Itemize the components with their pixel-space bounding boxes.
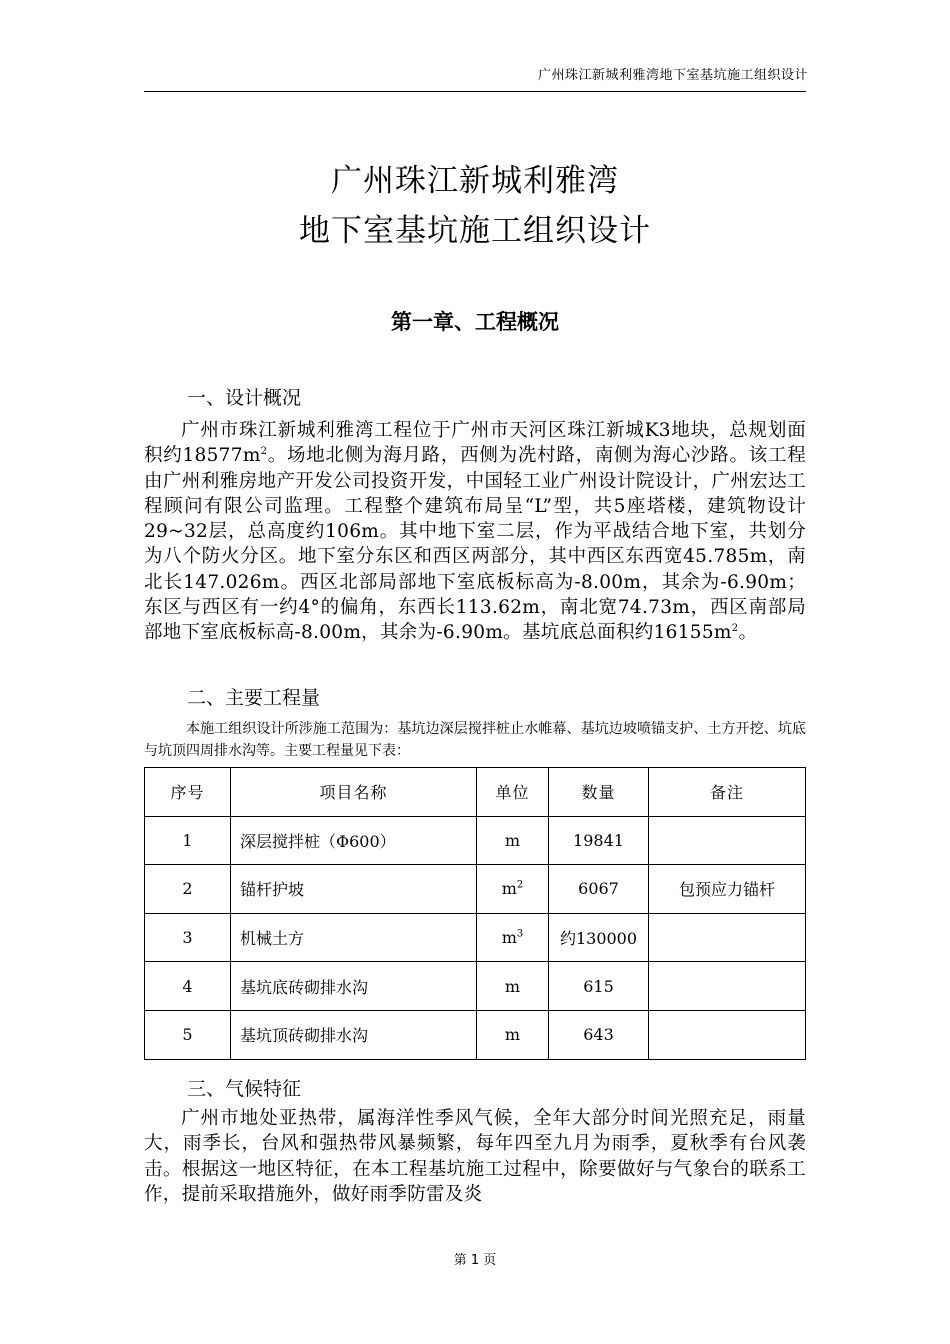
header-cell-unit: 单位 <box>477 768 549 817</box>
section-heading-climate: 三、气候特征 <box>187 1078 302 1100</box>
cell-qty: 19841 <box>549 816 649 865</box>
paragraph-climate: 广州市地处亚热带，属海洋性季风气候，全年大部分时间光照充足，雨量大，雨季长，台风和强热带风暴频繁，每年四至九月为雨季，夏秋季有台风袭击。根据这一地区特征，在本工程基坑施工过程中，除要做好与气象台的联系工作，提前采取措施外，做好雨季防雷及炎 <box>144 1108 806 1205</box>
table-row <box>145 816 806 865</box>
cell-qty: 643 <box>549 1010 649 1059</box>
quantities-intro: 本施工组织设计所涉施工范围为：基坑边深层搅拌桩止水帷幕、基坑边坡喷锚支护、土方开挖、坑底与坑顶四周排水沟等。主要工程量见下表： <box>144 721 806 759</box>
cell-qty: 约130000 <box>549 913 649 962</box>
cell-note <box>649 962 806 1011</box>
cell-note <box>649 913 806 962</box>
page-number: 第 1 页 <box>453 1253 497 1268</box>
section-heading-quantities: 二、主要工程量 <box>187 687 321 709</box>
cell-unit: $m^3$ <box>477 913 549 962</box>
cell-name: 基坑底砖砌排水沟 <box>231 962 477 1011</box>
cell-name: 锚杆护坡 <box>231 865 477 914</box>
cell-unit: m <box>477 816 549 865</box>
cell-no: 2 <box>145 865 231 914</box>
quantities-table <box>144 767 806 1060</box>
cell-qty: 615 <box>549 962 649 1011</box>
cell-name: 基坑顶砖砌排水沟 <box>231 1010 477 1059</box>
doc-title-line2: 地下室基坑施工组织设计 <box>299 213 651 249</box>
cell-no: 1 <box>145 816 231 865</box>
header-cell-qty: 数量 <box>549 768 649 817</box>
cell-qty: 6067 <box>549 865 649 914</box>
chapter-heading: 第一章、工程概况 <box>391 310 559 334</box>
cell-note <box>649 816 806 865</box>
doc-title-line1: 广州珠江新城利雅湾 <box>331 163 619 199</box>
header-rule <box>144 91 806 92</box>
running-header: 广州珠江新城利雅湾地下室基坑施工组织设计 <box>537 68 808 83</box>
cell-note: 包预应力锚杆 <box>649 865 806 914</box>
table-row <box>145 865 806 914</box>
table-row <box>145 962 806 1011</box>
table-row <box>145 913 806 962</box>
section-heading-design-overview: 一、设计概况 <box>187 387 302 409</box>
cell-no: 3 <box>145 913 231 962</box>
cell-unit: m <box>477 962 549 1011</box>
cell-note <box>649 1010 806 1059</box>
cell-unit: m <box>477 1010 549 1059</box>
table-header-row <box>145 768 806 817</box>
table-row <box>145 1010 806 1059</box>
header-cell-no: 序号 <box>145 768 231 817</box>
cell-name: 机械土方 <box>231 913 477 962</box>
cell-no: 4 <box>145 962 231 1011</box>
cell-name: 深层搅拌桩（Φ600） <box>231 816 477 865</box>
header-cell-name: 项目名称 <box>231 768 477 817</box>
cell-unit: $m^2$ <box>477 865 549 914</box>
header-cell-note: 备注 <box>649 768 806 817</box>
paragraph-design-overview: 广州市珠江新城利雅湾工程位于广州市天河区珠江新城K3地块，总规划面积约$18577m^2$。场地北侧为海月路，西侧为冼村路，南侧为海心沙路。该工程由广州利雅房地产开发公司投资开发，中国轻工业广州设计院设计，广州宏达工程顾问有限公司监理。工程整个建筑布局呈“L”型，共5座塔楼，建筑物设计29~32层，总高度约106m。其中地下室二层，作为平战结合地下室，共划分为八个防火分区。地下室分东区和西区两部分，其中西区东西宽45.785m，南北长147.026m。西区北部局部地下室底板标高为-8.00m，其余为-6.90m；东区与西区有一约4°的偏角，东西长113.62m，南北宽74.73m，西区南部局部地下室底板标高-8.00m，其余为-6.90m。基坑底总面积约$16155m^2$。 <box>144 420 806 644</box>
cell-no: 5 <box>145 1010 231 1059</box>
